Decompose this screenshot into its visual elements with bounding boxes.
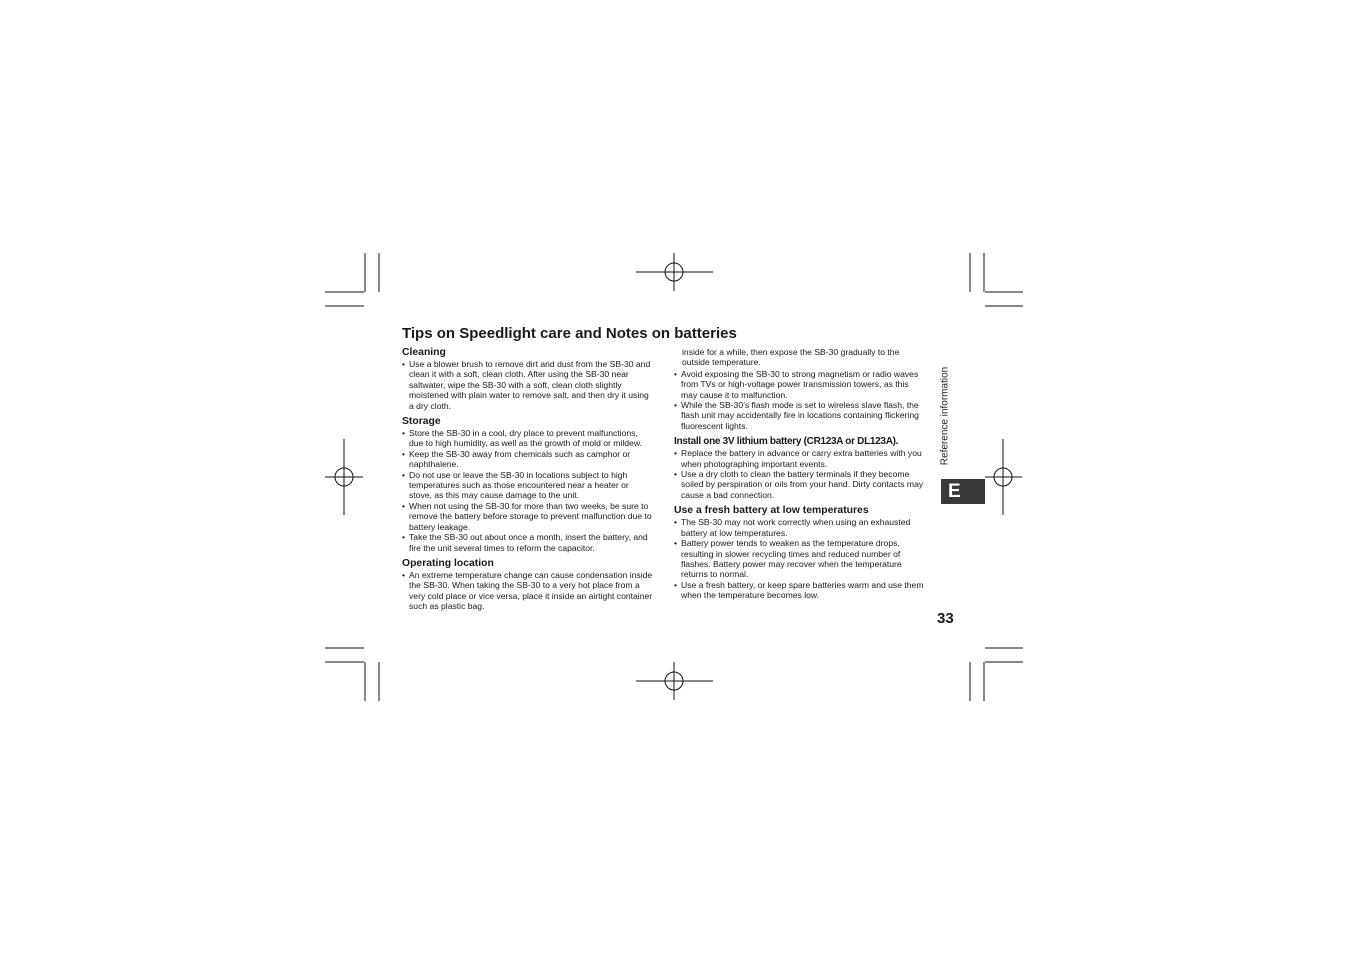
section-storage (402, 416, 654, 553)
section-battery-install (674, 436, 926, 500)
bullet-list (674, 517, 926, 600)
section-heading: Cleaning (402, 347, 446, 358)
right-column (674, 347, 926, 604)
list-item: • Replace the battery in advance or carry extra batteries with you when photographing important events. (674, 448, 926, 469)
language-tab: E (941, 479, 985, 504)
section-heading: Operating location (402, 557, 494, 569)
list-item: • Avoid exposing the SB-30 to strong magnetism or radio waves from TVs or high-voltage power transmission towers, as this may cause it to malfunction. (674, 369, 926, 400)
list-item: • Take the SB-30 out about once a month, insert the battery, and fire the unit several times to reform the capacitor. (402, 532, 654, 553)
list-item: • The SB-30 may not work correctly when using an exhausted battery at low temperatures. (674, 517, 926, 538)
continued-text: inside for a while, then expose the SB-30 gradually to the outside temperature. (682, 347, 900, 368)
list-item: • An extreme temperature change can cause condensation inside the SB-30. When taking the SB-30 to a very hot place from a very cold place or vice versa, place it inside an airtight container such as plastic bag. (402, 570, 654, 612)
list-item: • Keep the SB-30 away from chemicals such as camphor or naphthalene. (402, 449, 654, 470)
page-title: Tips on Speedlight care and Notes on batteries (402, 325, 737, 342)
section-side-label: Reference information (939, 366, 951, 466)
section-operating-location (402, 558, 654, 612)
bullet-list (402, 359, 654, 411)
list-item: • Use a blower brush to remove dirt and dust from the SB-30 and clean it with a soft, clean cloth. After using the SB-30 near saltwater, wipe the SB-30 with a soft, clean cloth slightly moistened with plain water to remove salt, and then dry it using a dry cloth. (402, 359, 654, 411)
bullet-list (402, 428, 654, 553)
section-cleaning (402, 347, 654, 411)
list-item: • Battery power tends to weaken as the temperature drops, resulting in slower recycling times and reduced number of flashes. Battery power may recover when the temperature returns to normal. (674, 538, 926, 580)
list-item: • Use a fresh battery, or keep spare batteries warm and use them when the temperature becomes low. (674, 580, 926, 601)
list-item: • Store the SB-30 in a cool, dry place to prevent malfunctions, due to high humidity, as well as the growth of mold or mildew. (402, 428, 654, 449)
page-number: 33 (937, 610, 954, 627)
list-item: • Use a dry cloth to clean the battery terminals if they become soiled by perspiration or oils from your hand. Dirty contacts may cause a bad connection. (674, 469, 926, 500)
list-item: • Do not use or leave the SB-30 in locations subject to high temperatures such as those encountered near a heater or stove, as this may cause damage to the unit. (402, 470, 654, 501)
section-low-temperatures (674, 505, 926, 600)
section-heading: Use a fresh battery at low temperatures (674, 505, 869, 517)
list-item: • While the SB-30’s flash mode is set to wireless slave flash, the flash unit may accidentally fire in locations containing flickering fluorescent lights. (674, 400, 926, 431)
bullet-list (674, 369, 926, 431)
bullet-list (674, 448, 926, 500)
bullet-list (402, 570, 654, 612)
section-heading: Install one 3V lithium battery (CR123A or DL123A). (674, 436, 899, 448)
list-item: • When not using the SB-30 for more than two weeks, be sure to remove the battery before storage to prevent malfunction due to battery leakage. (402, 501, 654, 532)
section-heading: Storage (402, 416, 441, 428)
left-column (402, 347, 654, 615)
